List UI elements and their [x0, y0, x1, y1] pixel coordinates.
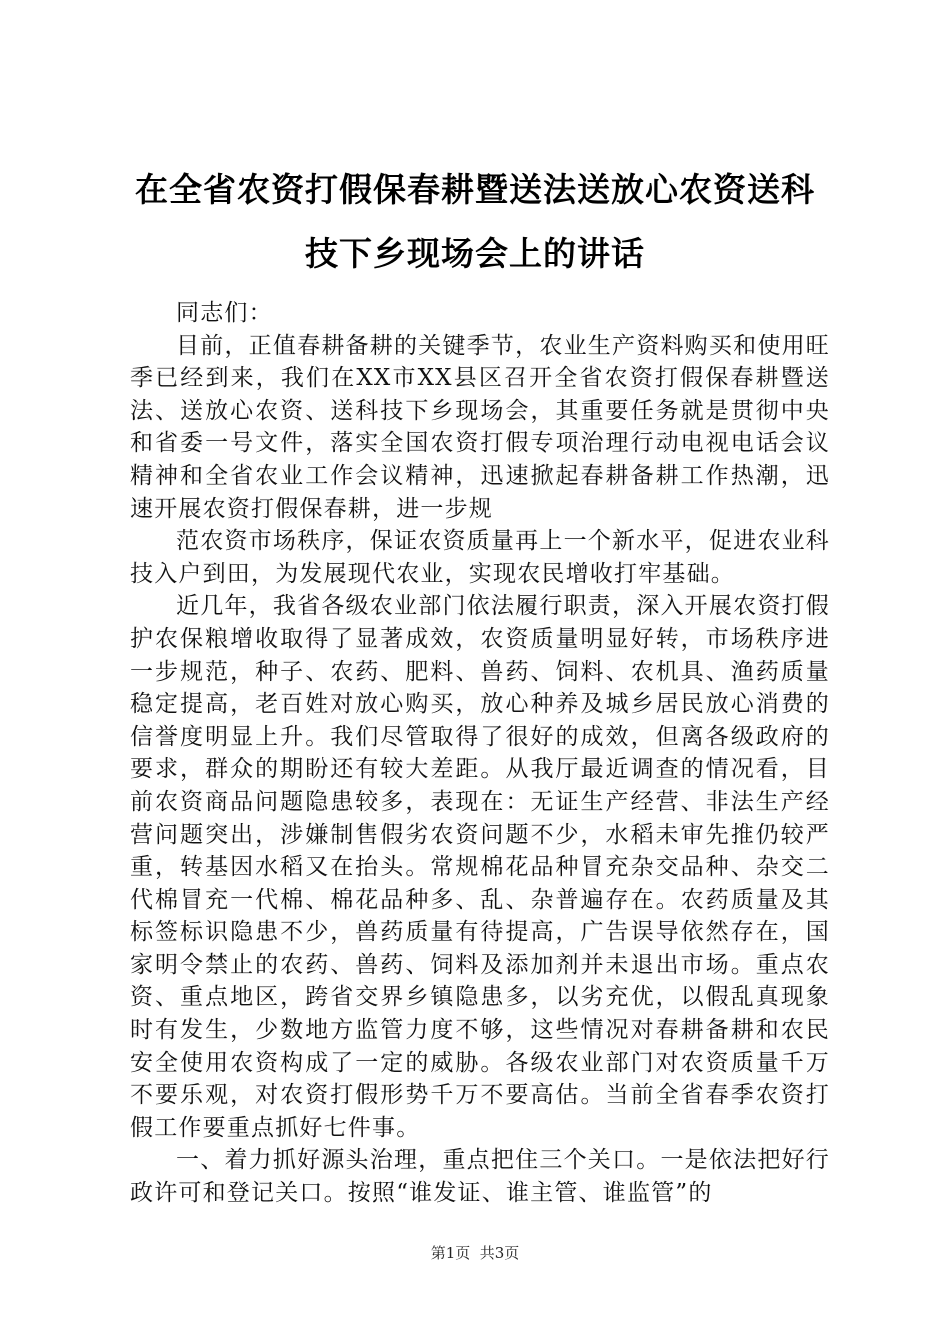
title-line-1: 在全省农资打假保春耕暨送法送放心农资送科 — [135, 170, 815, 209]
body-paragraph: 目前，正值春耕备耕的关键季节，农业生产资料购买和使用旺季已经到来，我们在XX市XX县区召开全省农资打假保春耕暨送法、送放心农资、送科技下乡现场会，其重要任务就是贯彻中央和省委一号文件，落实全国农资打假专项治理行动电视电话会议精神和全省农业工作会议精神，迅速掀起春耕备耕工作热潮，迅速开展农资打假保春耕，进一步规 — [130, 332, 830, 522]
body-paragraph: 范农资市场秩序，保证农资质量再上一个新水平，促进农业科技入户到田，为发展现代农业，实现农民增收打牢基础。 — [130, 528, 830, 587]
page-number: 第1页 共3页 — [430, 1244, 520, 1262]
page-footer — [0, 1243, 950, 1263]
body-paragraph: 一、着力抓好源头治理，重点把住三个关口。一是依法把好行政许可和登记关口。按照“谁发证、谁主管、谁监管”的 — [130, 1147, 830, 1207]
document-title — [110, 158, 840, 286]
salutation-paragraph: 同志们： — [176, 300, 273, 326]
document-body — [130, 297, 830, 1210]
body-paragraph: 近几年，我省各级农业部门依法履行职责，深入开展农资打假护农保粮增收取得了显著成效，农资质量明显好转，市场秩序进一步规范，种子、农药、肥料、兽药、饲料、农机具、渔药质量稳定提高，老百姓对放心购买，放心种养及城乡居民放心消费的信誉度明显上升。我们尽管取得了很好的成效，但离各级政府的要求，群众的期盼还有较大差距。从我厅最近调查的情况看，目前农资商品问题隐患较多，表现在：无证生产经营、非法生产经营问题突出，涉嫌制售假劣农资问题不少，水稻未审先推仍较严重，转基因水稻又在抬头。常规棉花品种冒充杂交品种、杂交二代棉冒充一代棉、棉花品种多、乱、杂普遍存在。农药质量及其标签标识隐患不少，兽药质量有待提高，广告误导依然存在，国家明令禁止的农药、兽药、饲料及添加剂并未退出市场。重点农资、重点地区，跨省交界乡镇隐患多，以劣充优，以假乱真现象时有发生，少数地方监管力度不够，这些情况对春耕备耕和农民安全使用农资构成了一定的威胁。各级农业部门对农资质量千万不要乐观，对农资打假形势千万不要高估。当前全省春季农资打假工作要重点抓好七件事。 — [130, 593, 830, 1141]
title-line-2: 技下乡现场会上的讲话 — [305, 234, 645, 273]
